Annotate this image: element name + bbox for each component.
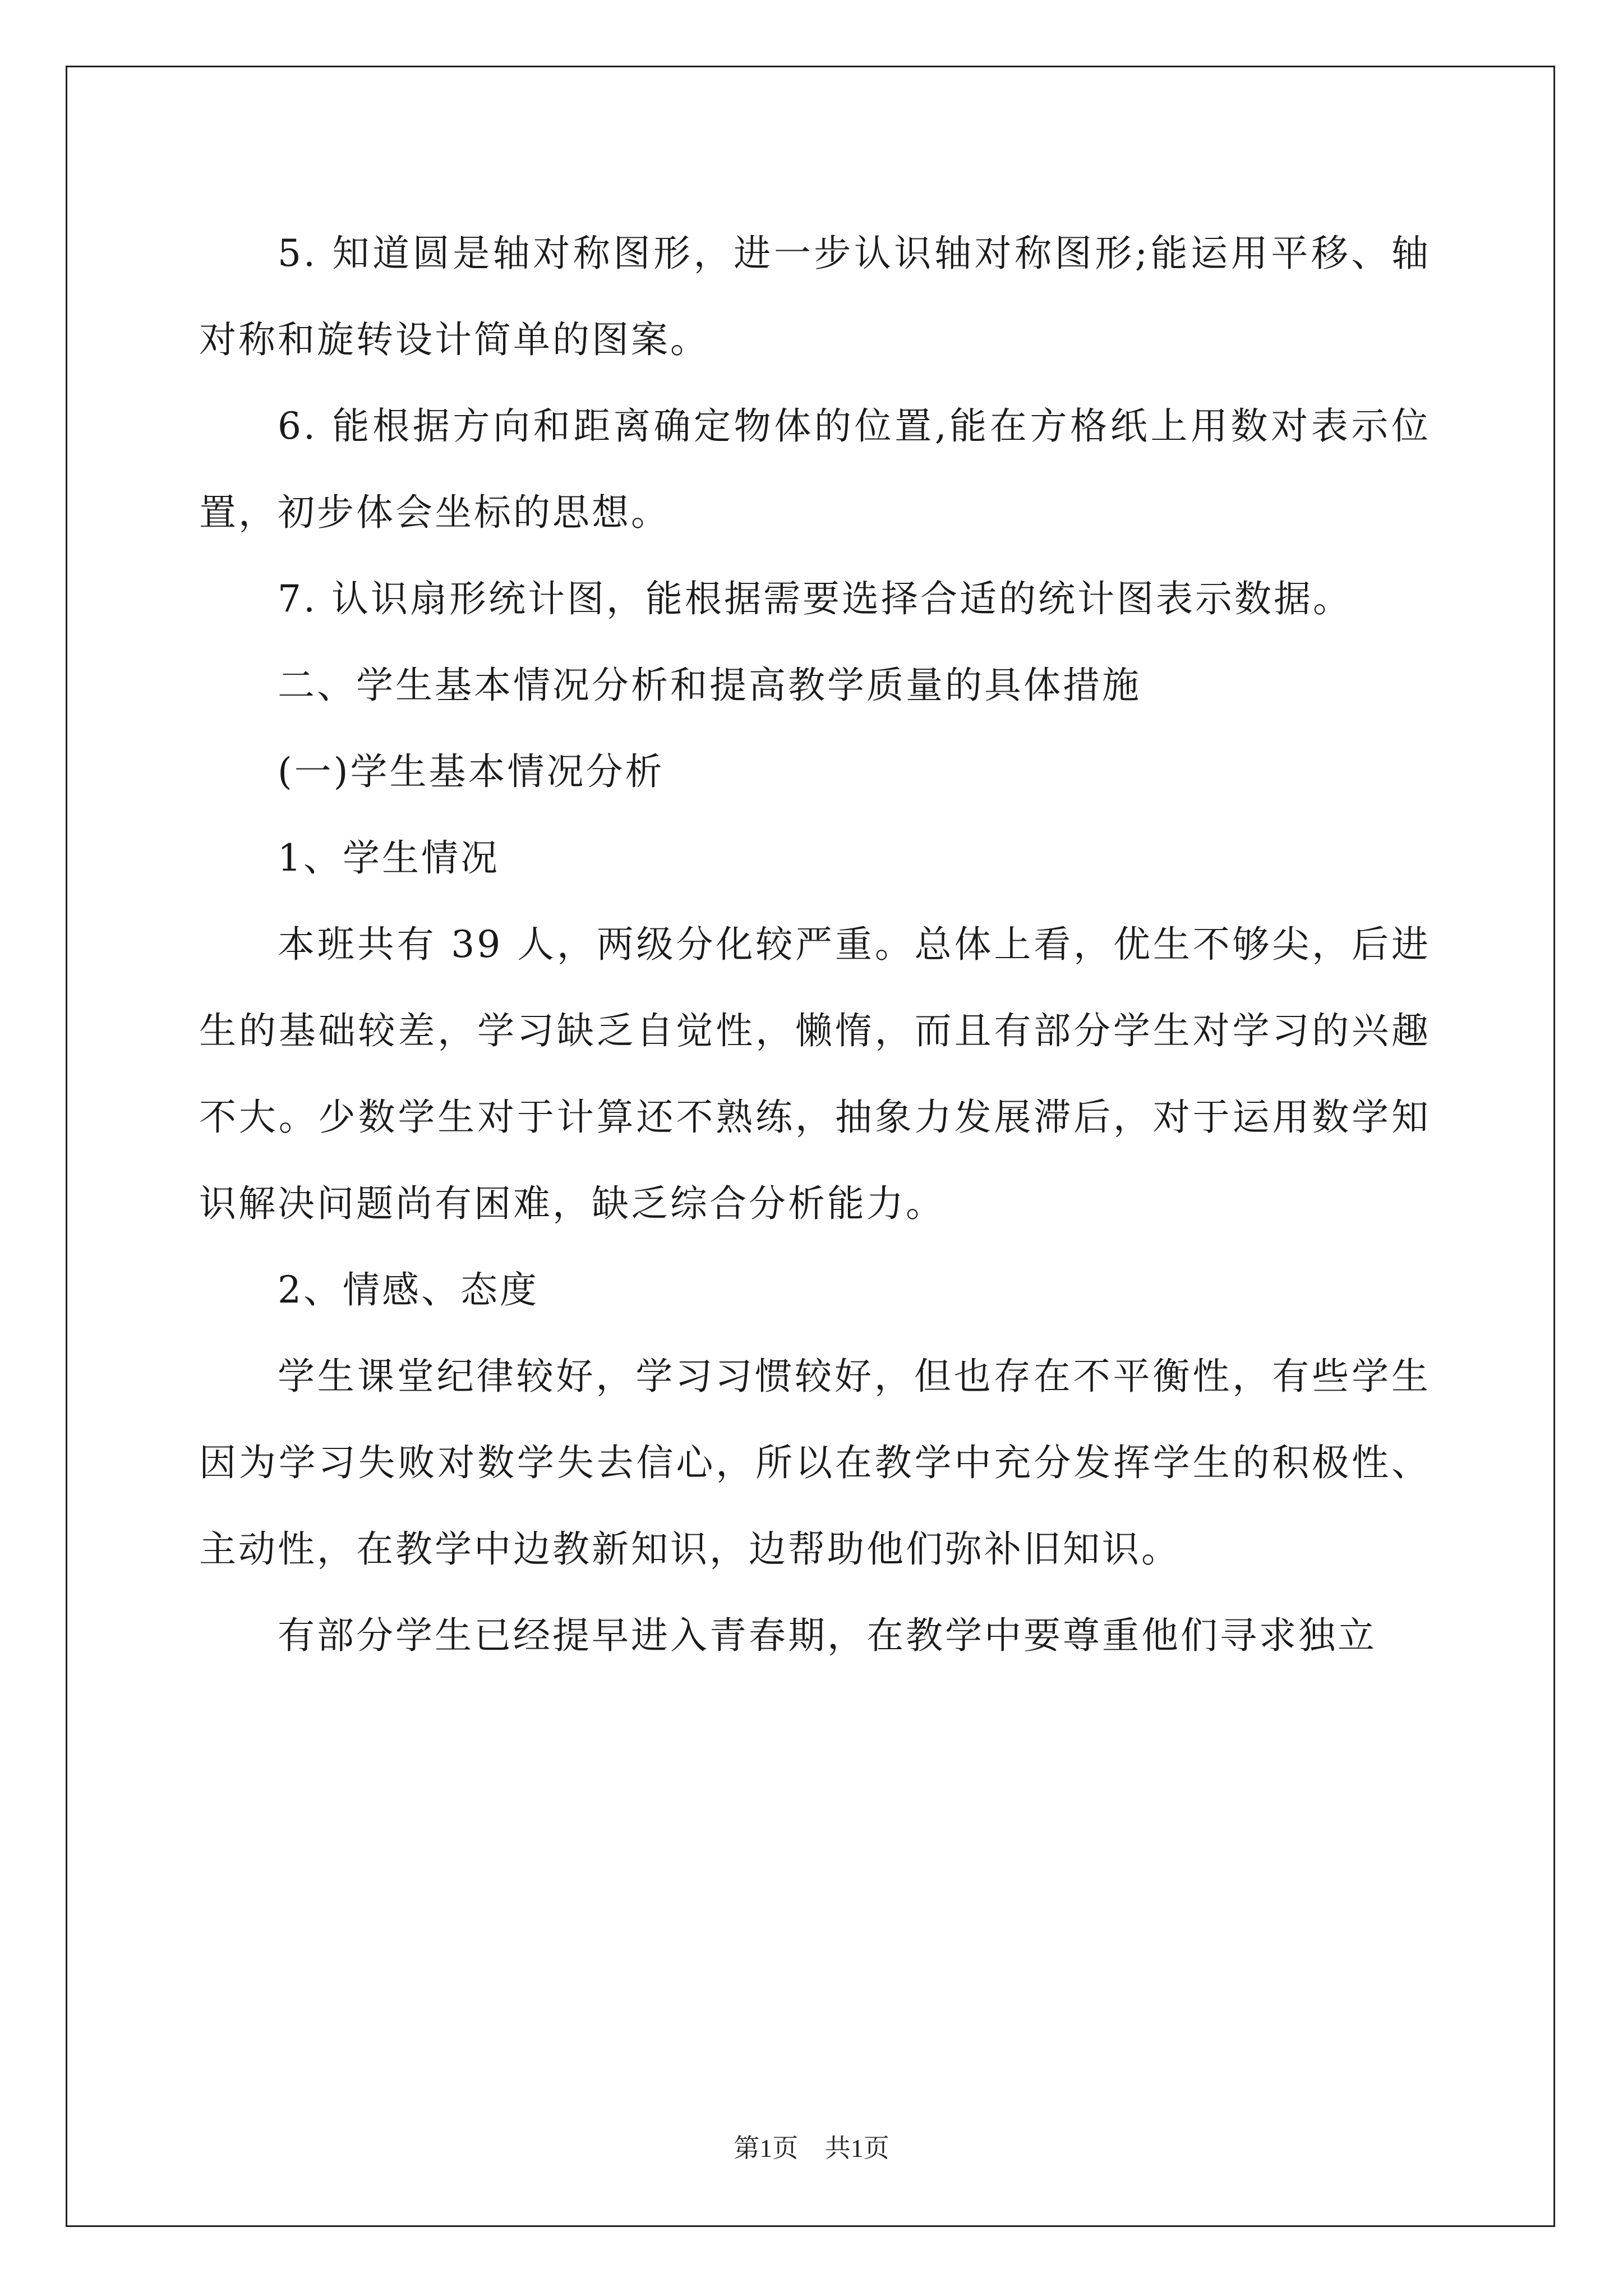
paragraph-item-6: 6. 能根据方向和距离确定物体的位置,能在方格纸上用数对表示位置，初步体会坐标的思想。: [199, 404, 1431, 534]
page-total: 共1页: [824, 2134, 889, 2162]
section-heading: 二、学生基本情况分析和提高教学质量的具体措施: [278, 664, 1141, 707]
paragraph-item-5: 5. 知道圆是轴对称图形，进一步认识轴对称图形;能运用平移、轴对称和旋转设计简单的图案。: [199, 232, 1431, 361]
subheading-emotion-attitude: 2、情感、态度: [278, 1268, 539, 1312]
document-body: [199, 210, 1431, 1679]
subsection-heading: (一)学生基本情况分析: [278, 750, 665, 793]
paragraph-class-overview: 本班共有 39 人，两级分化较严重。总体上看，优生不够尖，后进生的基础较差，学习缺乏自觉性，懒惰，而且有部分学生对学习的兴趣不大。少数学生对于计算还不熟练，抽象力发展滞后，对于运用数学知识解决问题尚有困难，缺乏综合分析能力。: [199, 923, 1431, 1225]
paragraph-adolescence: 有部分学生已经提早进入青春期，在教学中要尊重他们寻求独立: [278, 1614, 1377, 1657]
page-number: 第1页: [734, 2134, 799, 2162]
subheading-student-situation: 1、学生情况: [278, 836, 500, 880]
paragraph-classroom-discipline: 学生课堂纪律较好，学习习惯较好，但也存在不平衡性，有些学生因为学习失败对数学失去信心，所以在教学中充分发挥学生的积极性、主动性，在教学中边教新知识，边帮助他们弥补旧知识。: [199, 1355, 1431, 1571]
paragraph-item-7: 7. 认识扇形统计图，能根据需要选择合适的统计图表示数据。: [278, 577, 1352, 620]
page-footer: [0, 2132, 1623, 2165]
